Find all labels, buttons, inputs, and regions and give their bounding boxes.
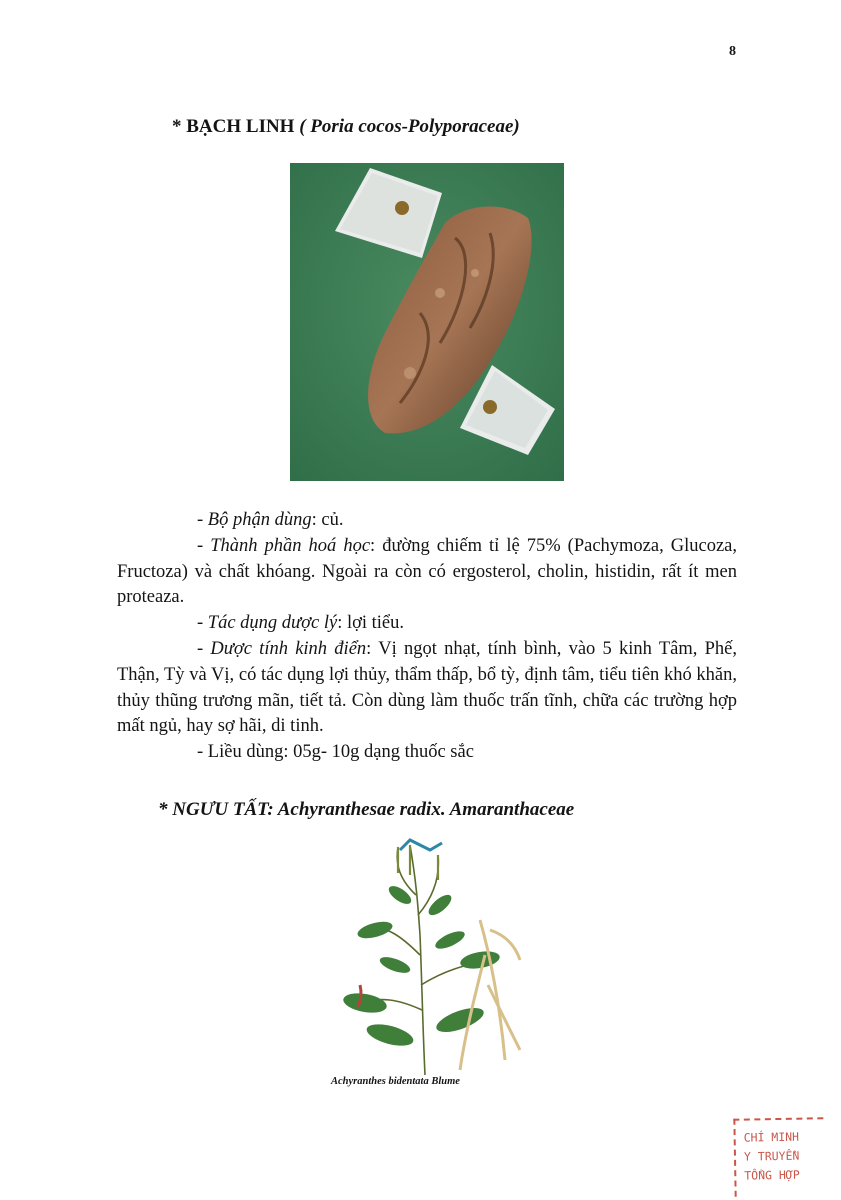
bach-linh-description — [117, 508, 737, 766]
section-heading-bach-linh — [172, 116, 520, 138]
text-dosage: Liều dùng: 05g- 10g dạng thuốc sắc — [207, 742, 474, 763]
poria-cocos-photo — [290, 163, 564, 481]
paragraph-dosage: - Liều dùng: 05g- 10g dạng thuốc sắc — [197, 742, 474, 763]
achyranthes-plant-illustration — [330, 835, 530, 1075]
text-chemistry: : đường chiếm tỉ lệ 75% (Pachymoza, Glucoza, Fructoza) và chất khóang. Ngoài ra còn có ergosterol, cholin, histidin, rất ít men proteaza. — [117, 535, 738, 608]
text-classical: : Vị ngọt nhạt, tính bình, vào 5 kinh Tâm, Phế, Thận, Tỳ và Vị, có tác dụng lợi thủy, thẩm thấp, bổ tỳ, định tâm, tiểu tiên khó khăn, thủy thũng trương mãn, tiết tả. Còn dùng làm thuốc trấn tĩnh, chữa các trường hợp mất ngủ, hay sợ hãi, di tinh. — [117, 638, 737, 737]
section-heading-nguu-tat: * NGƯU TẤT: Achyranthesae radix. Amaranthaceae — [158, 799, 575, 820]
paragraph-chemistry: - Thành phần hoá học: đường chiếm tỉ lệ 75% (Pachymoza, Glucoza, Fructoza) và chất khóang. Ngoài ra còn có ergosterol, cholin, histidin, rất ít men proteaza. — [117, 535, 738, 608]
label-parts-used: Bộ phận dùng — [207, 510, 312, 530]
text-parts-used: : củ. — [311, 510, 344, 530]
heading-main: * BẠCH LINH — [172, 116, 295, 137]
heading-latin: ( Poria cocos-Polyporaceae) — [294, 116, 520, 137]
paragraph-pharmacology: - Tác dụng dược lý: lợi tiểu. — [197, 613, 405, 634]
stamp-line-3: TỔNG HỢP — [744, 1167, 800, 1183]
label-chemistry: Thành phần hoá học — [210, 535, 371, 556]
text-pharmacology: : lợi tiểu. — [337, 613, 405, 634]
seal-stamp — [733, 1117, 824, 1197]
page-number: 8 — [729, 44, 736, 59]
paragraph-classical: - Dược tính kinh điển: Vị ngọt nhạt, tính bình, vào 5 kinh Tâm, Phế, Thận, Tỳ và Vị, có tác dụng lợi thủy, thẩm thấp, bổ tỳ, định tâm, tiểu tiên khó khăn, thủy thũng trương mãn, tiết tả. Còn dùng làm thuốc trấn tĩnh, chữa các trường hợp mất ngủ, hay sợ hãi, di tinh. — [117, 638, 737, 737]
label-pharmacology: Tác dụng dược lý — [207, 613, 338, 634]
stamp-line-2: Y TRUYỀN — [743, 1148, 800, 1164]
stamp-line-1: CHÍ MINH — [743, 1129, 800, 1145]
plant-caption: Achyranthes bidentata Blume — [331, 1076, 460, 1087]
paragraph-parts-used: - Bộ phận dùng: củ. — [197, 510, 344, 530]
label-classical: Dược tính kinh điển — [210, 638, 367, 659]
